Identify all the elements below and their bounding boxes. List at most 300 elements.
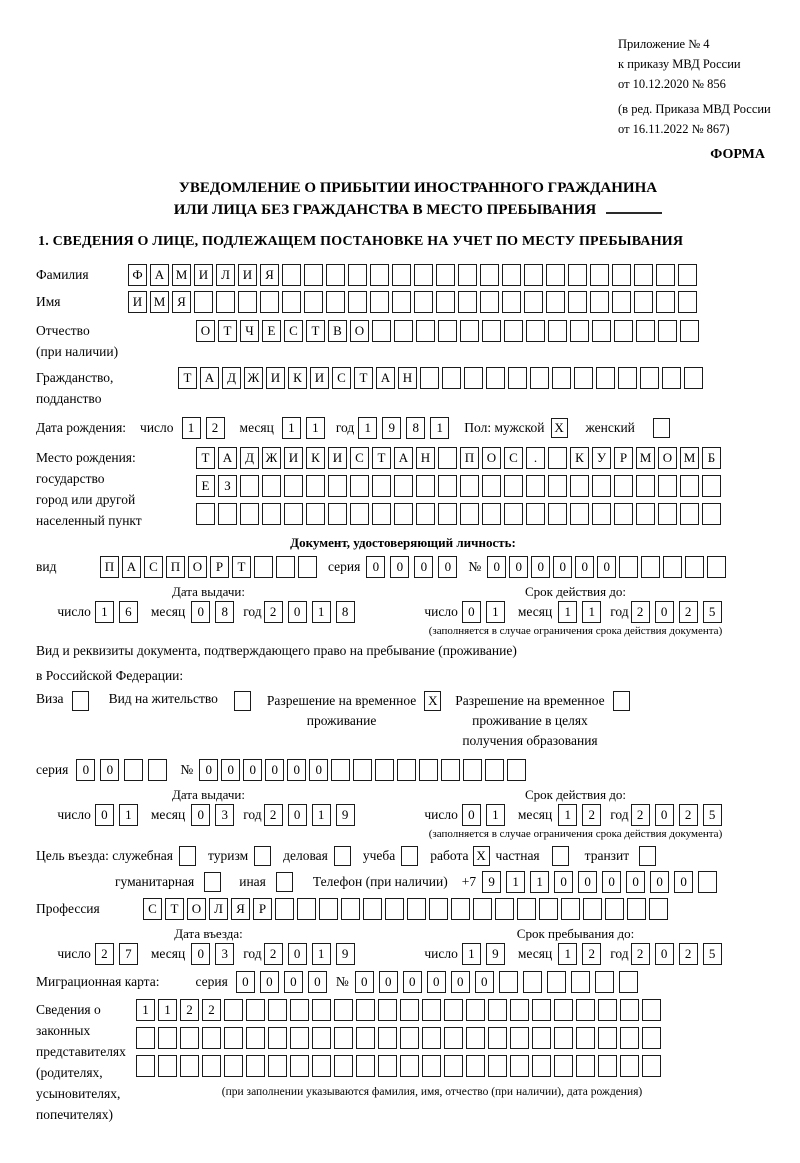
char-cell[interactable]: 0 (100, 759, 119, 781)
char-cell[interactable]: 2 (202, 999, 221, 1021)
char-cell[interactable] (260, 291, 279, 313)
char-cell[interactable]: 2 (582, 804, 601, 826)
char-cell[interactable] (240, 475, 259, 497)
char-cell[interactable] (268, 999, 287, 1021)
char-cell[interactable] (656, 264, 675, 286)
char-cell[interactable] (460, 475, 479, 497)
char-cell[interactable] (312, 1055, 331, 1077)
char-cell[interactable]: 2 (679, 943, 698, 965)
char-cell[interactable]: Т (178, 367, 197, 389)
char-cell[interactable] (508, 367, 527, 389)
char-cell[interactable] (568, 291, 587, 313)
char-cell[interactable]: О (187, 898, 206, 920)
char-cell[interactable]: 7 (119, 943, 138, 965)
char-cell[interactable] (592, 475, 611, 497)
char-cell[interactable] (429, 898, 448, 920)
char-cell[interactable] (158, 1055, 177, 1077)
char-cell[interactable] (246, 1055, 265, 1077)
char-cell[interactable] (375, 759, 394, 781)
char-cell[interactable] (363, 898, 382, 920)
char-cell[interactable] (407, 898, 426, 920)
char-cell[interactable] (680, 475, 699, 497)
char-cell[interactable]: 0 (462, 804, 481, 826)
char-cell[interactable]: 0 (487, 556, 506, 578)
char-cell[interactable]: 0 (288, 804, 307, 826)
char-cell[interactable] (620, 1027, 639, 1049)
char-cell[interactable] (680, 320, 699, 342)
char-cell[interactable]: 0 (509, 556, 528, 578)
char-cell[interactable] (598, 999, 617, 1021)
char-cell[interactable] (400, 1055, 419, 1077)
char-cell[interactable] (419, 759, 438, 781)
char-cell[interactable] (642, 1027, 661, 1049)
char-cell[interactable] (504, 503, 523, 525)
char-cell[interactable] (444, 1027, 463, 1049)
char-cell[interactable] (546, 264, 565, 286)
char-cell[interactable] (649, 898, 668, 920)
char-cell[interactable] (702, 475, 721, 497)
char-cell[interactable] (524, 264, 543, 286)
char-cell[interactable] (328, 503, 347, 525)
char-cell[interactable]: 1 (558, 601, 577, 623)
char-cell[interactable]: 0 (655, 601, 674, 623)
char-cell[interactable] (614, 320, 633, 342)
char-cell[interactable]: 2 (264, 804, 283, 826)
char-cell[interactable] (526, 475, 545, 497)
char-cell[interactable]: Е (262, 320, 281, 342)
char-cell[interactable] (372, 475, 391, 497)
char-cell[interactable]: 3 (215, 943, 234, 965)
char-cell[interactable] (394, 503, 413, 525)
char-cell[interactable]: 1 (95, 601, 114, 623)
char-cell[interactable]: 0 (414, 556, 433, 578)
char-cell[interactable] (473, 898, 492, 920)
char-cell[interactable]: Ч (240, 320, 259, 342)
char-cell[interactable]: А (218, 447, 237, 469)
char-cell[interactable] (466, 1055, 485, 1077)
purpose-humanitarian-checkbox[interactable] (204, 872, 221, 892)
char-cell[interactable] (326, 264, 345, 286)
char-cell[interactable] (326, 291, 345, 313)
char-cell[interactable] (136, 1027, 155, 1049)
char-cell[interactable] (576, 1027, 595, 1049)
char-cell[interactable] (422, 1027, 441, 1049)
temp-residence-checkbox[interactable]: X (424, 691, 441, 711)
char-cell[interactable] (526, 320, 545, 342)
char-cell[interactable] (592, 503, 611, 525)
char-cell[interactable] (334, 999, 353, 1021)
char-cell[interactable] (482, 320, 501, 342)
char-cell[interactable] (663, 556, 682, 578)
char-cell[interactable]: И (328, 447, 347, 469)
char-cell[interactable]: 2 (206, 417, 225, 439)
char-cell[interactable]: 3 (215, 804, 234, 826)
char-cell[interactable] (385, 898, 404, 920)
char-cell[interactable] (414, 291, 433, 313)
char-cell[interactable]: М (150, 291, 169, 313)
char-cell[interactable] (416, 320, 435, 342)
char-cell[interactable]: 0 (199, 759, 218, 781)
char-cell[interactable]: 0 (191, 943, 210, 965)
char-cell[interactable]: 2 (631, 601, 650, 623)
char-cell[interactable] (136, 1055, 155, 1077)
char-cell[interactable] (306, 503, 325, 525)
char-cell[interactable] (422, 1055, 441, 1077)
char-cell[interactable] (504, 320, 523, 342)
char-cell[interactable] (394, 320, 413, 342)
char-cell[interactable]: А (150, 264, 169, 286)
char-cell[interactable] (526, 503, 545, 525)
char-cell[interactable]: 1 (530, 871, 549, 893)
char-cell[interactable] (502, 291, 521, 313)
char-cell[interactable]: М (680, 447, 699, 469)
char-cell[interactable]: 2 (582, 943, 601, 965)
char-cell[interactable] (698, 871, 717, 893)
char-cell[interactable]: 0 (575, 556, 594, 578)
char-cell[interactable]: Б (702, 447, 721, 469)
char-cell[interactable] (570, 320, 589, 342)
char-cell[interactable]: С (332, 367, 351, 389)
char-cell[interactable]: 0 (355, 971, 374, 993)
char-cell[interactable] (598, 1027, 617, 1049)
char-cell[interactable]: . (526, 447, 545, 469)
char-cell[interactable] (552, 367, 571, 389)
char-cell[interactable] (444, 1055, 463, 1077)
gender-female-checkbox[interactable] (653, 418, 670, 438)
char-cell[interactable]: 0 (260, 971, 279, 993)
char-cell[interactable]: 0 (553, 556, 572, 578)
char-cell[interactable] (684, 367, 703, 389)
char-cell[interactable]: Д (240, 447, 259, 469)
char-cell[interactable] (592, 320, 611, 342)
char-cell[interactable]: Р (253, 898, 272, 920)
char-cell[interactable] (158, 1027, 177, 1049)
char-cell[interactable] (372, 320, 391, 342)
char-cell[interactable] (640, 367, 659, 389)
char-cell[interactable] (583, 898, 602, 920)
char-cell[interactable] (438, 503, 457, 525)
char-cell[interactable] (350, 503, 369, 525)
char-cell[interactable]: П (460, 447, 479, 469)
char-cell[interactable]: 0 (554, 871, 573, 893)
char-cell[interactable] (620, 1055, 639, 1077)
char-cell[interactable]: 1 (486, 804, 505, 826)
char-cell[interactable]: 1 (158, 999, 177, 1021)
char-cell[interactable] (441, 759, 460, 781)
char-cell[interactable] (634, 264, 653, 286)
char-cell[interactable]: 0 (76, 759, 95, 781)
char-cell[interactable]: М (636, 447, 655, 469)
purpose-business-checkbox[interactable] (334, 846, 351, 866)
char-cell[interactable]: 0 (427, 971, 446, 993)
char-cell[interactable]: К (288, 367, 307, 389)
char-cell[interactable] (451, 898, 470, 920)
char-cell[interactable] (312, 999, 331, 1021)
char-cell[interactable]: 0 (674, 871, 693, 893)
char-cell[interactable] (614, 503, 633, 525)
char-cell[interactable]: 0 (403, 971, 422, 993)
char-cell[interactable] (619, 971, 638, 993)
char-cell[interactable] (554, 1027, 573, 1049)
char-cell[interactable] (517, 898, 536, 920)
char-cell[interactable]: 5 (703, 943, 722, 965)
char-cell[interactable] (568, 264, 587, 286)
char-cell[interactable]: 0 (366, 556, 385, 578)
char-cell[interactable] (458, 291, 477, 313)
char-cell[interactable]: 9 (382, 417, 401, 439)
char-cell[interactable]: Д (222, 367, 241, 389)
char-cell[interactable]: Н (398, 367, 417, 389)
char-cell[interactable]: Р (210, 556, 229, 578)
char-cell[interactable] (680, 503, 699, 525)
purpose-transit-checkbox[interactable] (639, 846, 656, 866)
purpose-official-checkbox[interactable] (179, 846, 196, 866)
char-cell[interactable] (268, 1055, 287, 1077)
char-cell[interactable] (499, 971, 518, 993)
char-cell[interactable] (246, 999, 265, 1021)
char-cell[interactable]: Т (354, 367, 373, 389)
char-cell[interactable] (576, 999, 595, 1021)
char-cell[interactable] (595, 971, 614, 993)
char-cell[interactable] (202, 1055, 221, 1077)
char-cell[interactable]: 2 (631, 804, 650, 826)
char-cell[interactable] (554, 999, 573, 1021)
char-cell[interactable]: Я (231, 898, 250, 920)
char-cell[interactable] (548, 475, 567, 497)
char-cell[interactable] (488, 1055, 507, 1077)
char-cell[interactable]: А (394, 447, 413, 469)
char-cell[interactable]: 0 (602, 871, 621, 893)
char-cell[interactable]: 0 (288, 943, 307, 965)
char-cell[interactable] (570, 475, 589, 497)
char-cell[interactable] (370, 291, 389, 313)
char-cell[interactable]: 1 (506, 871, 525, 893)
char-cell[interactable]: 2 (264, 601, 283, 623)
char-cell[interactable]: Е (196, 475, 215, 497)
char-cell[interactable] (482, 475, 501, 497)
visa-checkbox[interactable] (72, 691, 89, 711)
char-cell[interactable] (510, 1055, 529, 1077)
char-cell[interactable] (290, 1027, 309, 1049)
char-cell[interactable]: 2 (679, 601, 698, 623)
char-cell[interactable] (350, 475, 369, 497)
char-cell[interactable]: О (658, 447, 677, 469)
char-cell[interactable]: 0 (655, 804, 674, 826)
char-cell[interactable]: С (350, 447, 369, 469)
char-cell[interactable] (436, 264, 455, 286)
char-cell[interactable] (523, 971, 542, 993)
char-cell[interactable]: 2 (180, 999, 199, 1021)
char-cell[interactable] (570, 503, 589, 525)
char-cell[interactable] (554, 1055, 573, 1077)
char-cell[interactable] (194, 291, 213, 313)
char-cell[interactable] (460, 320, 479, 342)
char-cell[interactable] (658, 475, 677, 497)
char-cell[interactable] (504, 475, 523, 497)
char-cell[interactable]: А (376, 367, 395, 389)
char-cell[interactable] (196, 503, 215, 525)
char-cell[interactable] (656, 291, 675, 313)
char-cell[interactable] (298, 556, 317, 578)
char-cell[interactable]: О (482, 447, 501, 469)
char-cell[interactable] (422, 999, 441, 1021)
char-cell[interactable] (438, 320, 457, 342)
char-cell[interactable] (276, 556, 295, 578)
char-cell[interactable] (202, 1027, 221, 1049)
char-cell[interactable]: 0 (288, 601, 307, 623)
char-cell[interactable] (636, 475, 655, 497)
char-cell[interactable]: О (188, 556, 207, 578)
char-cell[interactable]: И (310, 367, 329, 389)
char-cell[interactable] (312, 1027, 331, 1049)
char-cell[interactable]: 5 (703, 601, 722, 623)
char-cell[interactable]: 9 (336, 804, 355, 826)
char-cell[interactable] (486, 367, 505, 389)
char-cell[interactable] (532, 999, 551, 1021)
char-cell[interactable]: 1 (430, 417, 449, 439)
char-cell[interactable] (238, 291, 257, 313)
char-cell[interactable] (627, 898, 646, 920)
char-cell[interactable] (463, 759, 482, 781)
char-cell[interactable]: Р (614, 447, 633, 469)
char-cell[interactable]: Л (209, 898, 228, 920)
char-cell[interactable]: И (238, 264, 257, 286)
char-cell[interactable]: 1 (312, 943, 331, 965)
char-cell[interactable]: 0 (309, 759, 328, 781)
char-cell[interactable] (485, 759, 504, 781)
char-cell[interactable]: 0 (438, 556, 457, 578)
char-cell[interactable]: Я (172, 291, 191, 313)
char-cell[interactable] (548, 503, 567, 525)
char-cell[interactable] (224, 1027, 243, 1049)
purpose-private-checkbox[interactable] (552, 846, 569, 866)
char-cell[interactable] (658, 320, 677, 342)
char-cell[interactable]: Т (306, 320, 325, 342)
char-cell[interactable] (620, 999, 639, 1021)
char-cell[interactable]: 0 (475, 971, 494, 993)
char-cell[interactable] (685, 556, 704, 578)
char-cell[interactable] (574, 367, 593, 389)
char-cell[interactable] (290, 999, 309, 1021)
char-cell[interactable]: 1 (306, 417, 325, 439)
char-cell[interactable] (334, 1027, 353, 1049)
char-cell[interactable] (641, 556, 660, 578)
char-cell[interactable] (297, 898, 316, 920)
char-cell[interactable]: С (504, 447, 523, 469)
purpose-other-checkbox[interactable] (276, 872, 293, 892)
char-cell[interactable]: 1 (119, 804, 138, 826)
char-cell[interactable] (218, 503, 237, 525)
char-cell[interactable] (546, 291, 565, 313)
char-cell[interactable] (224, 999, 243, 1021)
char-cell[interactable] (571, 971, 590, 993)
char-cell[interactable] (636, 320, 655, 342)
char-cell[interactable] (282, 264, 301, 286)
residence-permit-checkbox[interactable] (234, 691, 251, 711)
char-cell[interactable] (612, 291, 631, 313)
char-cell[interactable] (590, 264, 609, 286)
char-cell[interactable] (488, 1027, 507, 1049)
char-cell[interactable] (394, 475, 413, 497)
char-cell[interactable] (420, 367, 439, 389)
char-cell[interactable]: 0 (191, 804, 210, 826)
char-cell[interactable] (216, 291, 235, 313)
char-cell[interactable]: Н (416, 447, 435, 469)
char-cell[interactable] (378, 1055, 397, 1077)
char-cell[interactable]: 2 (95, 943, 114, 965)
char-cell[interactable]: 2 (264, 943, 283, 965)
char-cell[interactable] (442, 367, 461, 389)
char-cell[interactable]: 8 (215, 601, 234, 623)
char-cell[interactable] (372, 503, 391, 525)
gender-male-checkbox[interactable]: X (551, 418, 568, 438)
char-cell[interactable] (328, 475, 347, 497)
char-cell[interactable] (262, 475, 281, 497)
char-cell[interactable]: 0 (578, 871, 597, 893)
char-cell[interactable]: 0 (95, 804, 114, 826)
char-cell[interactable] (282, 291, 301, 313)
char-cell[interactable]: 1 (312, 601, 331, 623)
char-cell[interactable] (532, 1027, 551, 1049)
char-cell[interactable]: С (143, 898, 162, 920)
char-cell[interactable]: 0 (284, 971, 303, 993)
char-cell[interactable]: 1 (136, 999, 155, 1021)
char-cell[interactable]: О (350, 320, 369, 342)
char-cell[interactable] (414, 264, 433, 286)
char-cell[interactable]: 1 (582, 601, 601, 623)
char-cell[interactable]: 0 (191, 601, 210, 623)
char-cell[interactable]: 0 (462, 601, 481, 623)
char-cell[interactable] (180, 1055, 199, 1077)
char-cell[interactable] (510, 999, 529, 1021)
char-cell[interactable] (353, 759, 372, 781)
char-cell[interactable]: З (218, 475, 237, 497)
char-cell[interactable]: Т (165, 898, 184, 920)
char-cell[interactable] (548, 447, 567, 469)
purpose-study-checkbox[interactable] (401, 846, 418, 866)
char-cell[interactable]: 1 (558, 804, 577, 826)
char-cell[interactable] (480, 291, 499, 313)
char-cell[interactable] (642, 999, 661, 1021)
char-cell[interactable] (331, 759, 350, 781)
char-cell[interactable]: 0 (236, 971, 255, 993)
char-cell[interactable]: 0 (308, 971, 327, 993)
char-cell[interactable]: 0 (597, 556, 616, 578)
char-cell[interactable] (438, 447, 457, 469)
char-cell[interactable]: К (306, 447, 325, 469)
char-cell[interactable] (532, 1055, 551, 1077)
char-cell[interactable]: 0 (626, 871, 645, 893)
char-cell[interactable]: 1 (312, 804, 331, 826)
char-cell[interactable] (356, 1027, 375, 1049)
char-cell[interactable]: Я (260, 264, 279, 286)
char-cell[interactable] (642, 1055, 661, 1077)
char-cell[interactable]: 0 (221, 759, 240, 781)
char-cell[interactable]: 6 (119, 601, 138, 623)
purpose-work-checkbox[interactable]: X (473, 846, 490, 866)
char-cell[interactable] (246, 1027, 265, 1049)
char-cell[interactable]: 0 (243, 759, 262, 781)
char-cell[interactable]: 2 (631, 943, 650, 965)
char-cell[interactable]: Т (232, 556, 251, 578)
char-cell[interactable] (370, 264, 389, 286)
char-cell[interactable]: А (122, 556, 141, 578)
char-cell[interactable]: Ф (128, 264, 147, 286)
char-cell[interactable]: 0 (390, 556, 409, 578)
char-cell[interactable] (530, 367, 549, 389)
char-cell[interactable]: А (200, 367, 219, 389)
char-cell[interactable] (356, 1055, 375, 1077)
